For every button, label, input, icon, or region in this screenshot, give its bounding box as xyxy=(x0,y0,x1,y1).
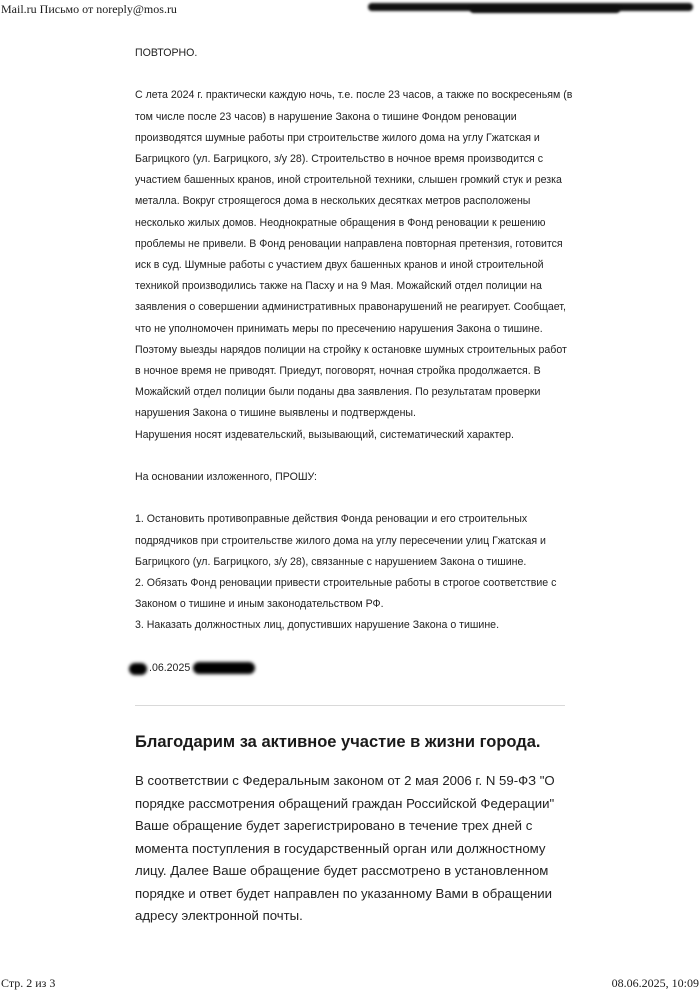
letter-paragraph-tail: Нарушения носят издевательский, вызывающий, систематический характер. xyxy=(135,428,514,441)
print-header xyxy=(0,0,700,20)
print-header-title: Mail.ru Письмо от noreply@mos.ru xyxy=(1,2,177,16)
response-title: Благодарим за активное участие в жизни города. xyxy=(135,733,541,751)
redaction-mark xyxy=(129,663,147,675)
section-divider xyxy=(135,705,565,706)
request-intro: На основании изложенного, ПРОШУ: xyxy=(135,471,317,484)
print-footer xyxy=(0,976,700,990)
redaction-mark xyxy=(470,6,620,13)
letter-paragraph: С лета 2024 г. практически каждую ночь, т.е. после 23 часов, а также по воскресеньям (в том числе после 23 часов) в нарушение Закона о тишине Фондом реновации производятся шумные работы при строительстве жилого дома на углу Гжатская и Багрицкого (ул. Багрицкого, з/у 28). Строительство в ночное время производится с участием башенных кранов, иной строительной техники, слышен громкий стук и резка металла. Вокруг строящегося дома в нескольких десятках метров расположены несколько жилых домов. Неоднократные обращения в Фонд реновации к решению проблемы не привели. В Фонд реновации направлена повторная претензия, готовится иск в суд. Шумные работы с участием двух башенных кранов и иной строительной техникой производились также на Пасху и на 9 Мая. Можайский отдел полиции на заявления о совершении административных правонарушений не реагирует. Сообщает, что не уполномочен принимать меры по пресечению нарушения Закона о тишине. Поэтому выезды нарядов полиции на стройку к остановке шумных строительных работ в ночное время не приводят. Приедут, поговорят, ночная стройка продолжается. В Можайский отдел полиции были поданы два заявления. По результатам проверки нарушения Закона о тишине выявлены и подтверждены. xyxy=(135,89,573,420)
request-item: 2. Обязать Фонд реновации привести строительные работы в строгое соответствие с Законом о тишине и иным законодательством РФ. xyxy=(135,577,557,611)
request-item: 1. Остановить противоправные действия Фонда реновации и его строительных подрядчиков при строительстве жилого дома на углу пересечении улиц Гжатская и Багрицкого (ул. Багрицкого, з/у 28), связанные с нарушением Закона о тишине. xyxy=(135,513,546,568)
letter-date xyxy=(135,658,190,679)
print-datetime: 08.06.2025, 10:09 xyxy=(611,976,699,990)
request-item: 3. Наказать должностных лиц, допустивших нарушение Закона о тишине. xyxy=(135,619,500,632)
response-body: В соответствии с Федеральным законом от 2 мая 2006 г. N 59-ФЗ "О порядке рассмотрения обращений граждан Российской Федерации" Ваше обращение будет зарегистрировано в течение трех дней с момента поступления в государственный орган или должностному лицу. Далее Ваше обращение будет рассмотрено в установленном порядке и ответ будет направлен по указанному Вами в обращении адресу электронной почты. xyxy=(135,773,555,923)
letter-heading: ПОВТОРНО. xyxy=(135,47,198,59)
letter-date-text: .06.2025 xyxy=(149,661,191,674)
letter-body xyxy=(135,43,575,679)
redaction-mark xyxy=(193,662,255,674)
page-counter: Стр. 2 из 3 xyxy=(1,976,56,990)
